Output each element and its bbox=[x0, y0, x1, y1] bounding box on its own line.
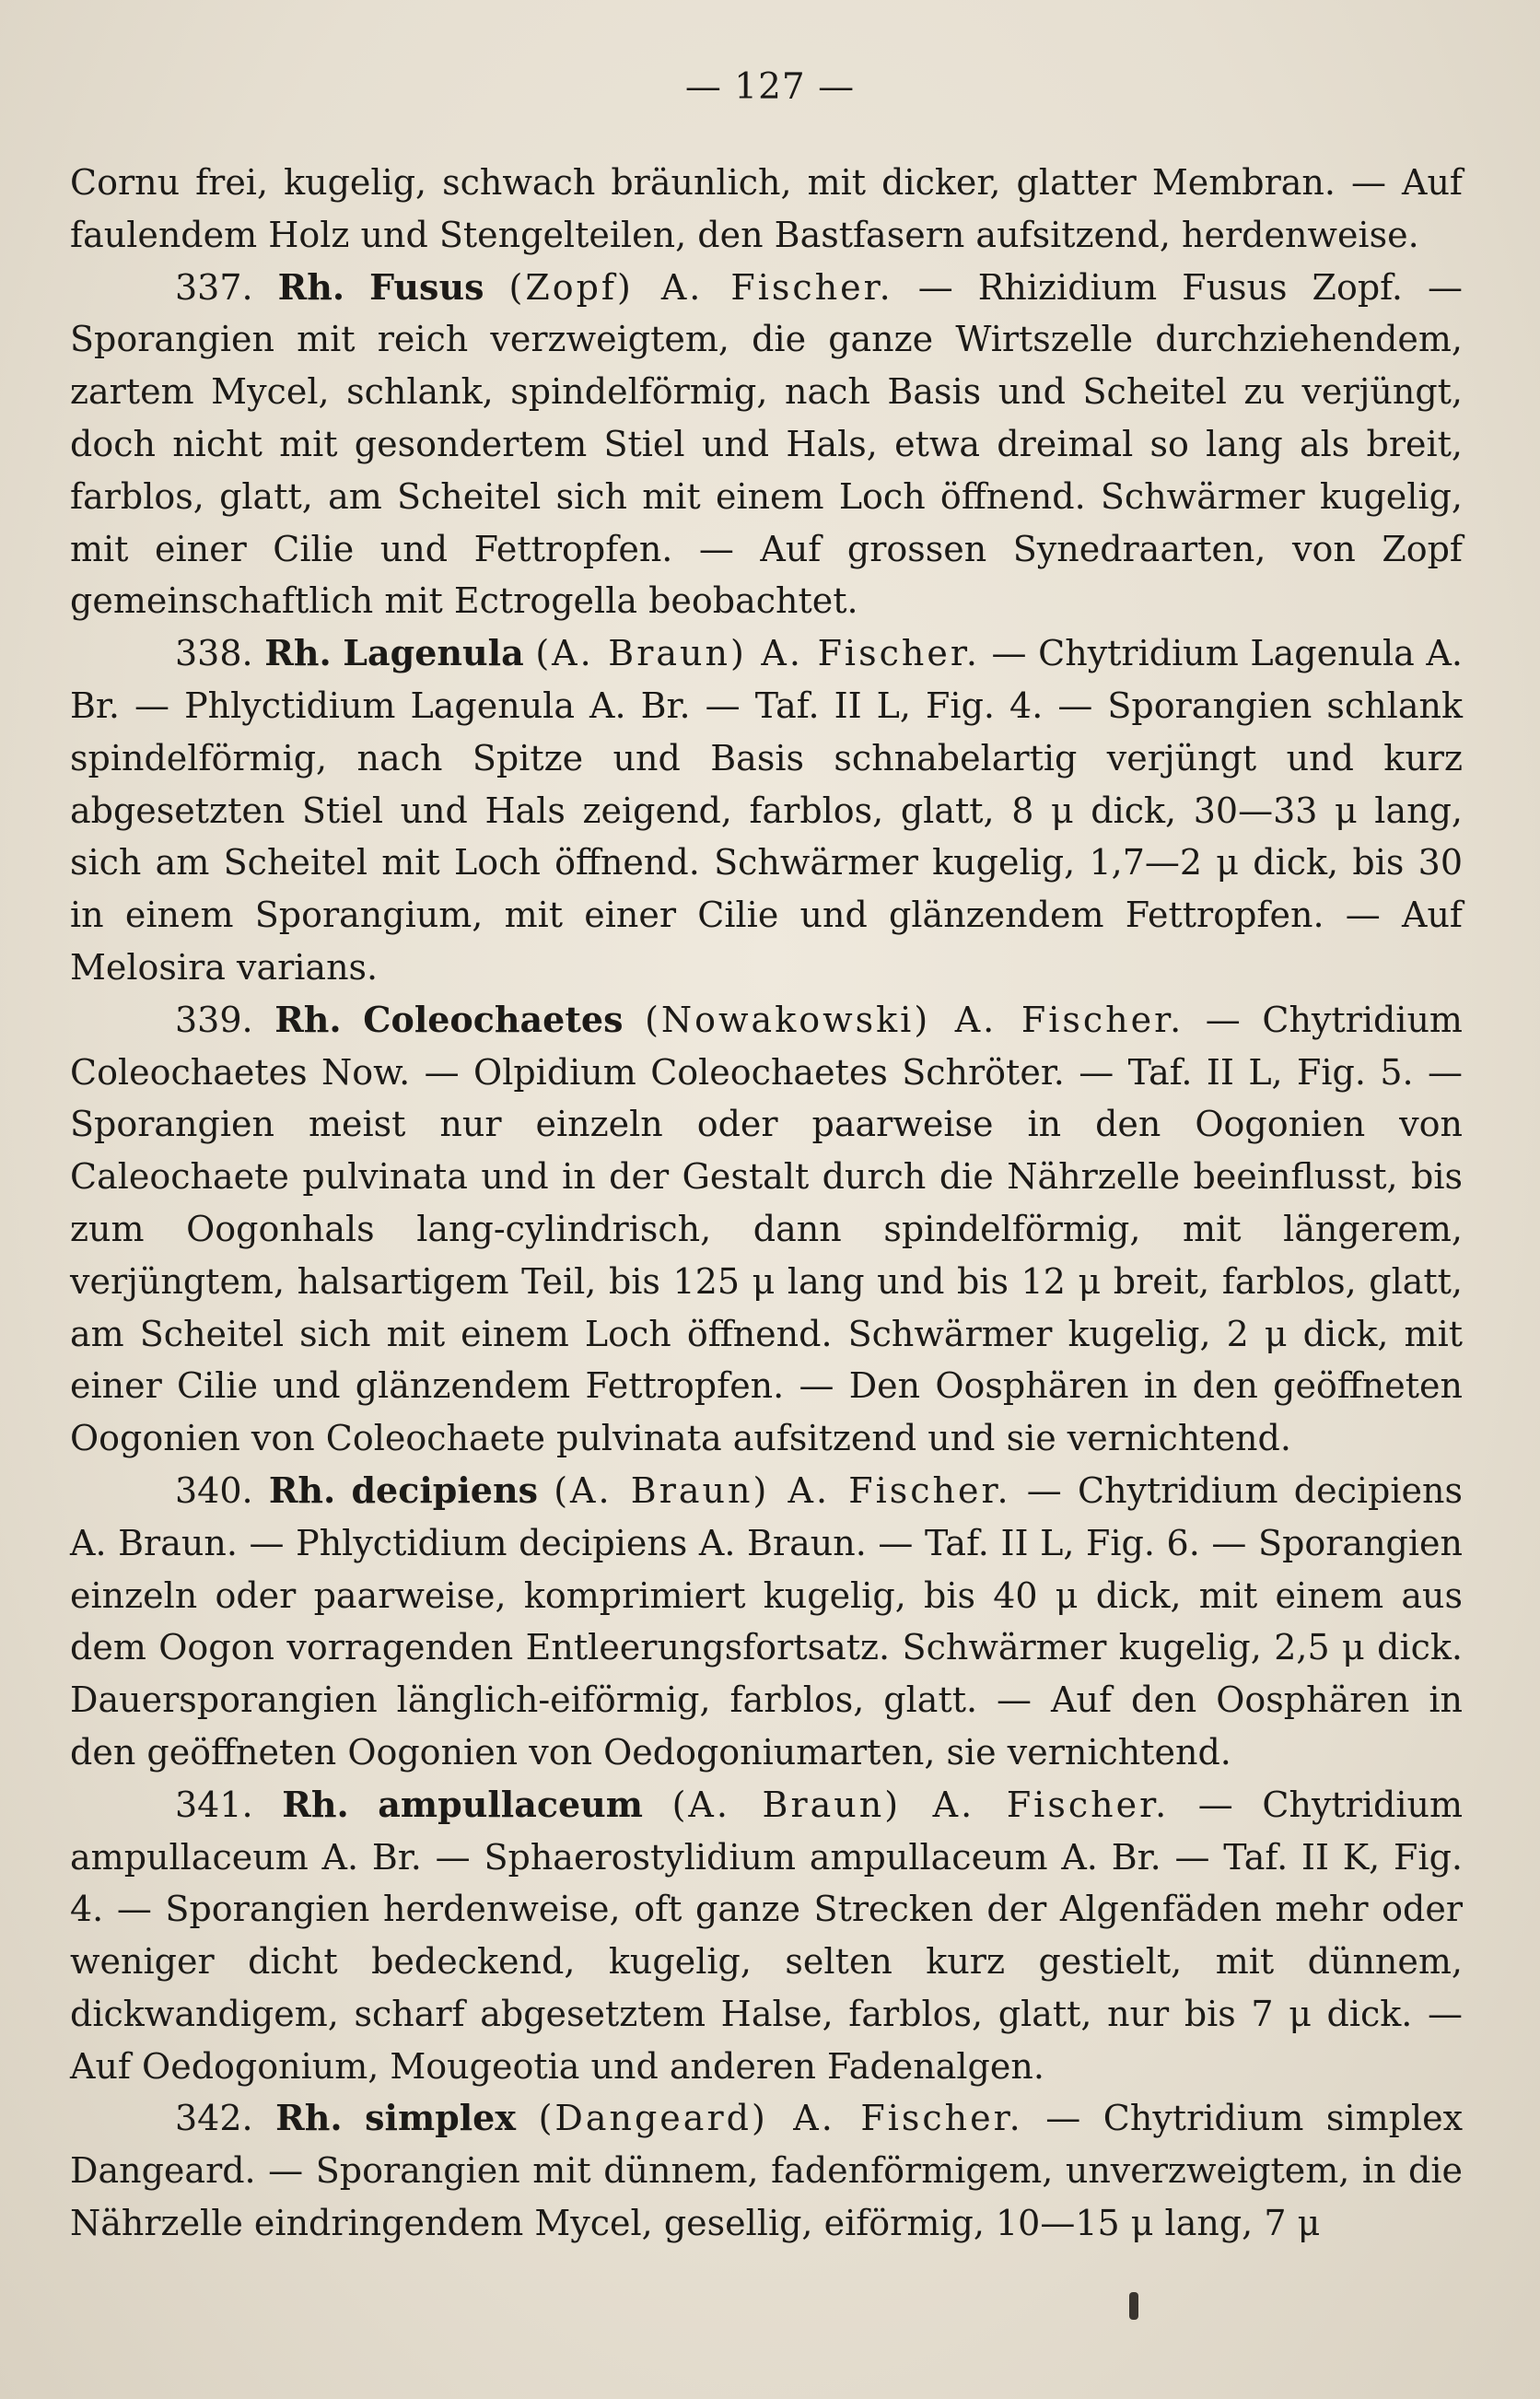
species-name: simplex bbox=[365, 2097, 517, 2139]
entry-number: 337. bbox=[175, 266, 253, 308]
author-citation: (Nowakowski) A. Fischer. bbox=[645, 999, 1184, 1040]
entry-description: — Chytridium ampullaceum A. Br. — Sphaerostylidium ampullaceum A. Br. — Taf. II K, Fig. 4. — Sporangien herdenweise, oft ganze Strecken der Algenfäden mehr oder weniger dicht bedeckend, kugelig, selten kurz gestielt, mit dünnem, dickwandigem, scharf abgesetztem Halse, farblos, glatt, nur bis 7 μ dick. — Auf Oedogonium, Mougeotia und anderen Fadenalgen. bbox=[70, 1784, 1463, 2087]
entry-number: 340. bbox=[175, 1469, 253, 1511]
entry-number: 338. bbox=[175, 633, 253, 674]
genus-abbrev: Rh. bbox=[274, 998, 342, 1040]
ink-blot bbox=[1129, 2292, 1138, 2320]
genus-abbrev: Rh. bbox=[264, 632, 332, 674]
entry-number: 339. bbox=[175, 999, 253, 1040]
entry-description: — Chytridium Coleochaetes Now. — Olpidium Coleochaetes Schröter. — Taf. II L, Fig. 5. — Sporangien meist nur einzeln oder paarweise in den Oogonien von Caleochaete pulvinata und in der Gestalt durch die Nährzelle beeinflusst, bis zum Oogonhals lang-cylindrisch, dann spindelförmig, mit längerem, verjüngtem, halsartigem Teil, bis 125 μ lang und bis 12 μ breit, farblos, glatt, am Scheitel sich mit einem Loch öffnend. Schwärmer kugelig, 2 μ dick, mit einer Cilie und glänzendem Fettropfen. — Den Oosphären in den geöffneten Oogonien von Coleochaete pulvinata aufsitzend und sie vernichtend. bbox=[70, 999, 1463, 1459]
entry-341 bbox=[70, 1779, 1463, 2093]
entry-number: 342. bbox=[175, 2098, 253, 2139]
entry-339 bbox=[70, 994, 1463, 1465]
entry-description: — Rhizidium Fusus Zopf. — Sporangien mit reich verzweigtem, die ganze Wirtszelle durchziehendem, zartem Mycel, schlank, spindelförmig, nach Basis und Scheitel zu verjüngt, doch nicht mit gesondertem Stiel und Hals, etwa dreimal so lang als breit, farblos, glatt, am Scheitel sich mit einem Loch öffnend. Schwärmer kugelig, mit einer Cilie und Fettropfen. — Auf grossen Synedraarten, von Zopf gemeinschaftlich mit Ectrogella beobachtet. bbox=[70, 266, 1463, 622]
species-name: decipiens bbox=[351, 1469, 539, 1511]
author-citation: (Zopf) A. Fischer. bbox=[508, 266, 893, 308]
author-citation: (A. Braun) A. Fischer. bbox=[554, 1469, 1011, 1511]
genus-abbrev: Rh. bbox=[268, 1469, 336, 1511]
author-citation: (A. Braun) A. Fischer. bbox=[671, 1784, 1170, 1825]
entry-description: — Chytridium Lagenula A. Br. — Phlyctidium Lagenula A. Br. — Taf. II L, Fig. 4. — Sporangien schlank spindelförmig, nach Spitze und Basis schnabelartig verjüngt und kurz abgesetzten Stiel und Hals zeigend, farblos, glatt, 8 μ dick, 30—33 μ lang, sich am Scheitel mit Loch öffnend. Schwärmer kugelig, 1,7—2 μ dick, bis 30 in einem Sporangium, mit einer Cilie und glänzendem Fettropfen. — Auf Melosira varians. bbox=[70, 633, 1463, 988]
author-citation: (Dangeard) A. Fischer. bbox=[538, 2098, 1023, 2139]
species-name: Lagenula bbox=[343, 632, 524, 674]
entry-340 bbox=[70, 1465, 1463, 1779]
entry-description: — Chytridium decipiens A. Braun. — Phlyctidium decipiens A. Braun. — Taf. II L, Fig. 6. — Sporangien einzeln oder paarweise, komprimiert kugelig, bis 40 μ dick, mit einem aus dem Oogon vorragenden Entleerungsfortsatz. Schwärmer kugelig, 2,5 μ dick. Dauersporangien länglich-eiförmig, farblos, glatt. — Auf den Oosphären in den geöffneten Oogonien von Oedogoniumarten, sie vernichtend. bbox=[70, 1469, 1463, 1773]
entry-337 bbox=[70, 262, 1463, 628]
species-name: Fusus bbox=[369, 265, 484, 308]
entry-338 bbox=[70, 627, 1463, 994]
page-number: — 127 — bbox=[684, 66, 856, 108]
entry-342 bbox=[70, 2092, 1463, 2249]
entry-description: — Chytridium simplex Dangeard. — Sporangien mit dünnem, fadenförmigem, unverzweigtem, in die Nährzelle eindringendem Mycel, gesellig, eiförmig, 10—15 μ lang, 7 μ bbox=[70, 2098, 1463, 2244]
species-name: Coleochaetes bbox=[363, 998, 624, 1040]
genus-abbrev: Rh. bbox=[277, 265, 345, 308]
genus-abbrev: Rh. bbox=[282, 1783, 349, 1825]
intro-paragraph: Cornu frei, kugelig, schwach bräunlich, mit dicker, glatter Membran. — Auf faulendem Holz und Stengelteilen, den Bastfasern aufsitzend, herdenweise. bbox=[70, 162, 1463, 255]
body-text bbox=[70, 157, 1463, 2250]
species-name: ampullaceum bbox=[378, 1783, 643, 1825]
genus-abbrev: Rh. bbox=[275, 2097, 343, 2139]
entry-number: 341. bbox=[175, 1784, 253, 1825]
author-citation: (A. Braun) A. Fischer. bbox=[535, 633, 980, 674]
